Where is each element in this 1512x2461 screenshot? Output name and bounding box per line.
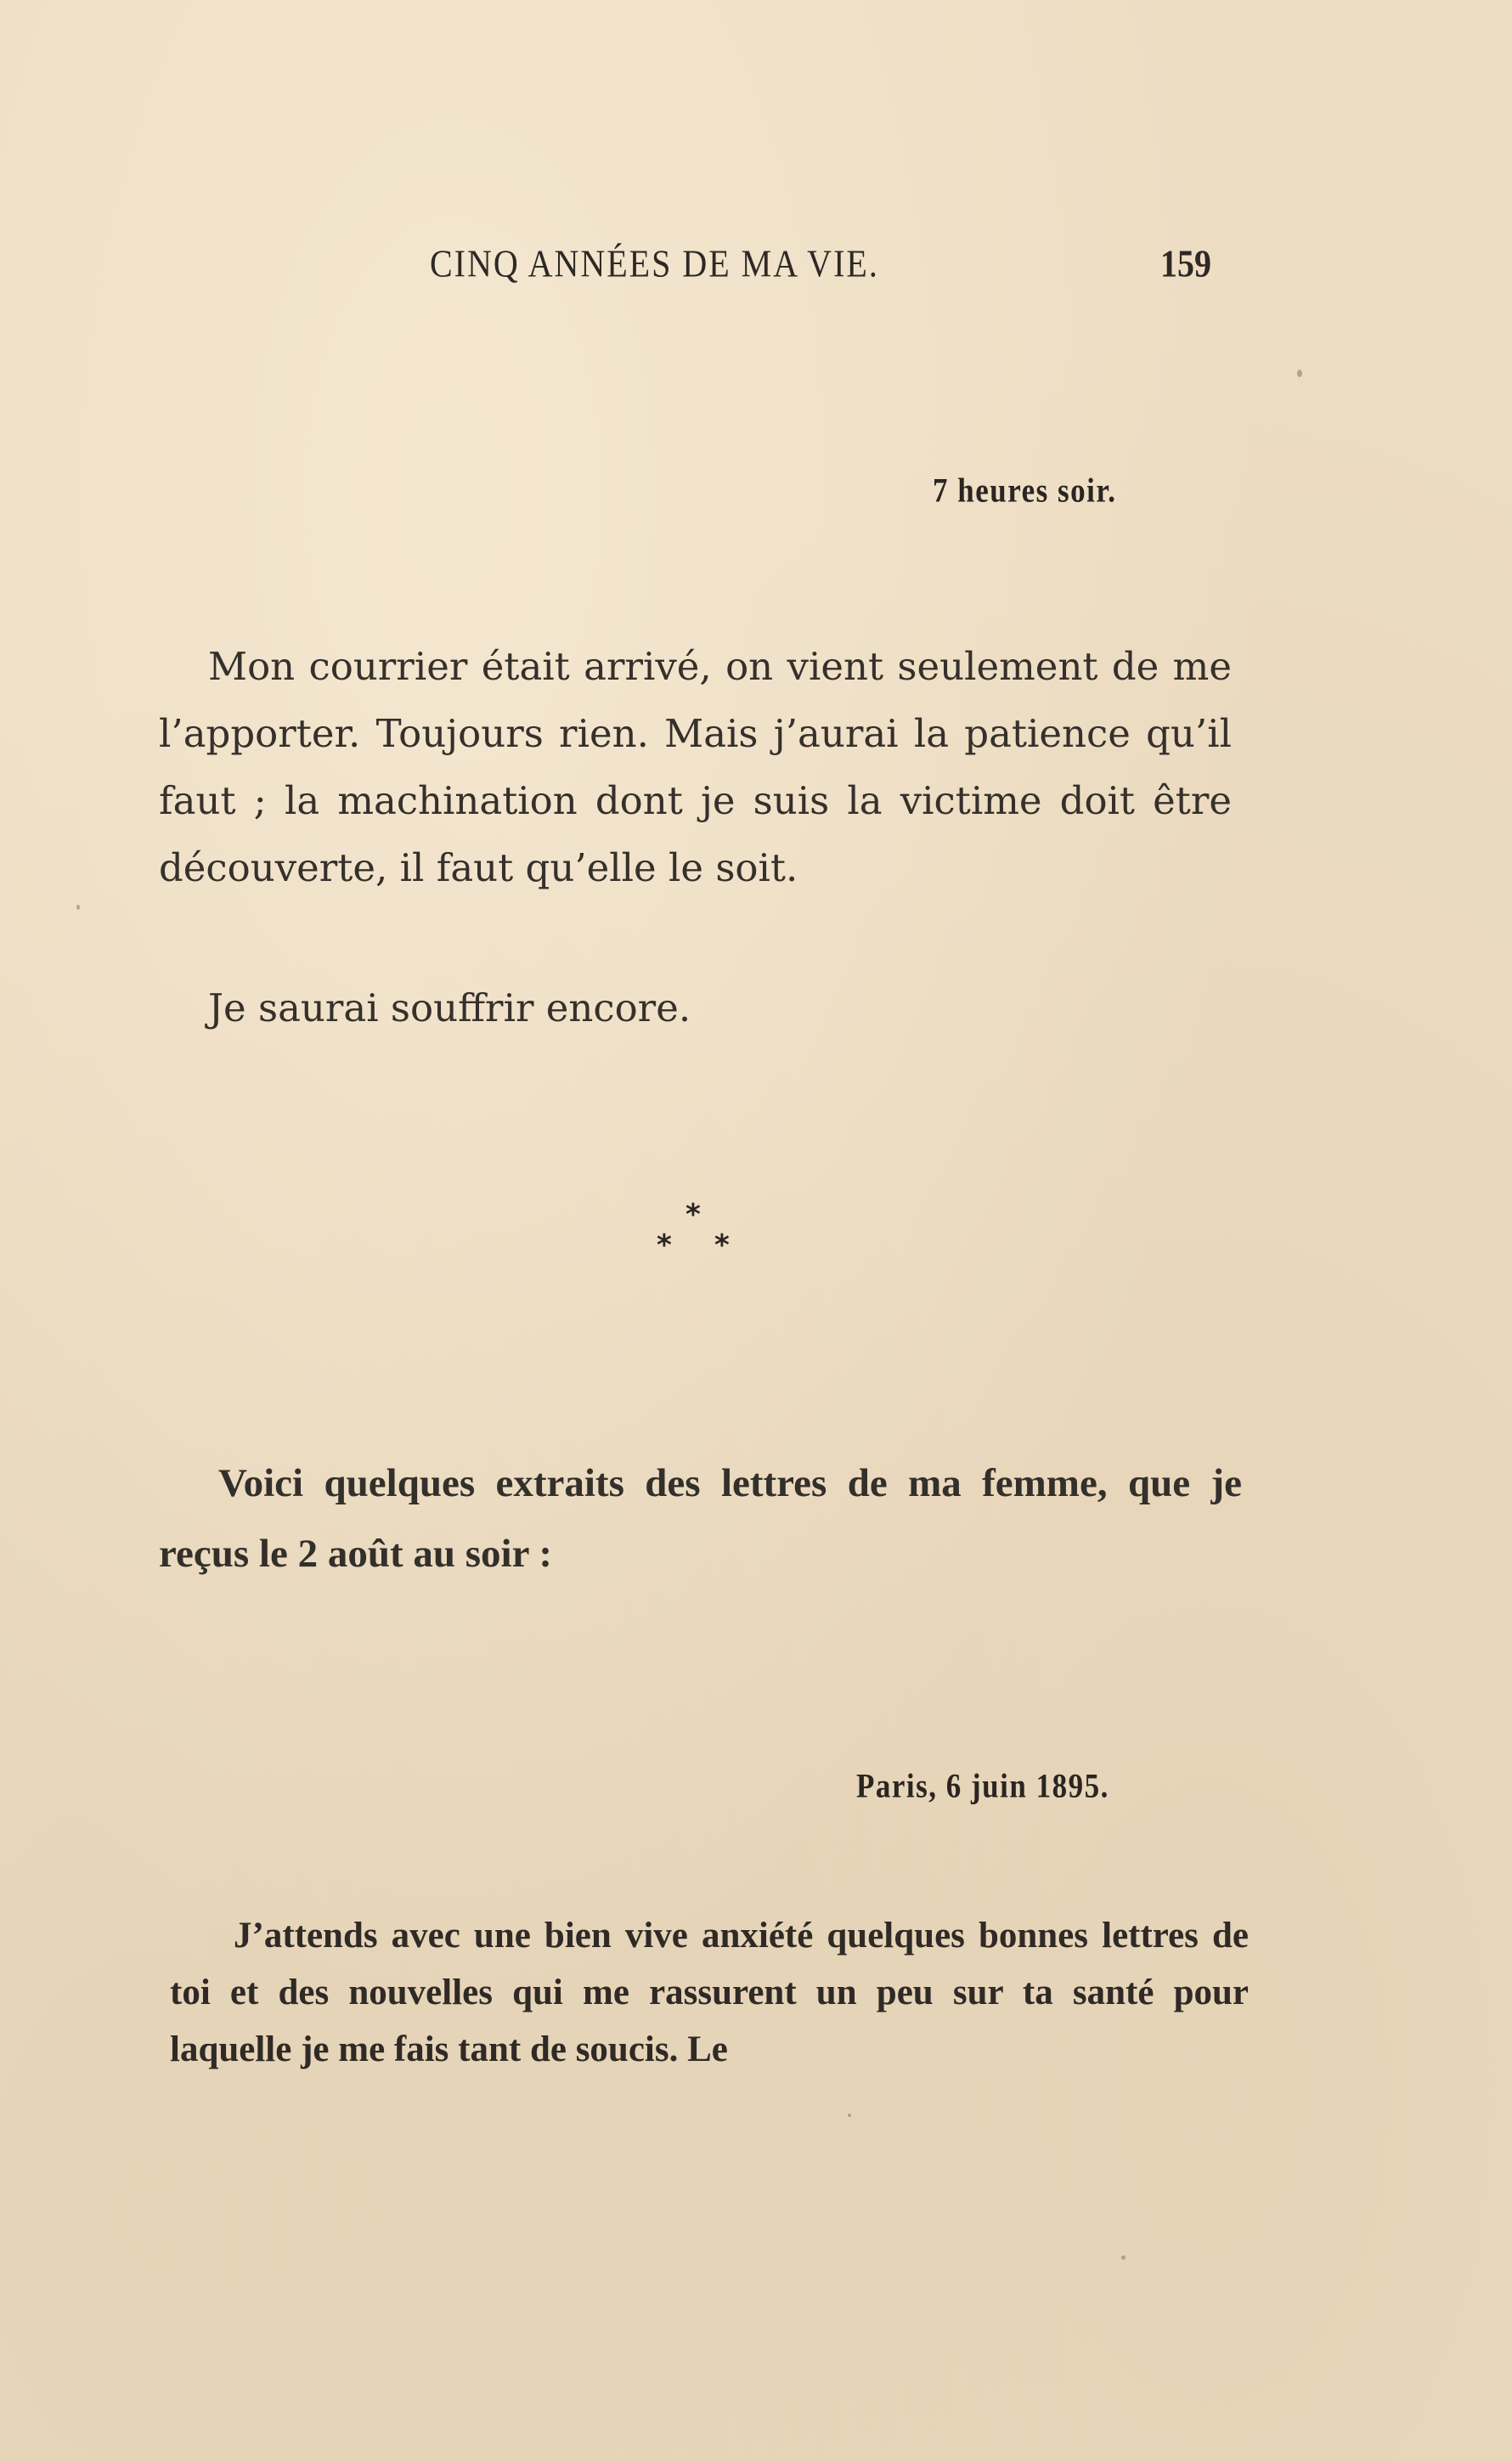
- paper-speck: [76, 905, 80, 910]
- asterism-star-left: *: [657, 1228, 672, 1262]
- letter-dateline: Paris, 6 juin 1895.: [856, 1767, 1109, 1805]
- asterism-star-right: *: [714, 1228, 730, 1262]
- paper-speck: [1121, 2255, 1126, 2260]
- asterism-star-top: *: [685, 1198, 701, 1232]
- entry-dateline: 7 heures soir.: [933, 471, 1117, 510]
- paper-speck: [848, 2114, 851, 2117]
- page-number: 159: [1160, 241, 1211, 285]
- asterism-separator: [653, 1198, 738, 1262]
- letter-introduction: Voici quelques extraits des lettres de ma femme, que je reçus le 2 août au soir :: [159, 1461, 1242, 1576]
- entry-paragraph-1: Mon courrier était arrivé, on vient seulement de me l’apporter. Toujours rien. Mais j’aurai la patience qu’il faut ; la machination dont je suis la victime doit être découverte, il faut qu’elle le soit.: [159, 644, 1232, 890]
- entry-paragraph-2: Je saurai souffrir encore.: [208, 985, 691, 1030]
- letter-body: J’attends avec une bien vive anxiété quelques bonnes lettres de toi et des nouvelles qui me rassurent un peu sur ta santé pour laquelle je me fais tant de soucis. Le: [170, 1916, 1249, 2069]
- paper-speck: [1297, 370, 1302, 377]
- running-title: CINQ ANNÉES DE MA VIE.: [430, 241, 879, 285]
